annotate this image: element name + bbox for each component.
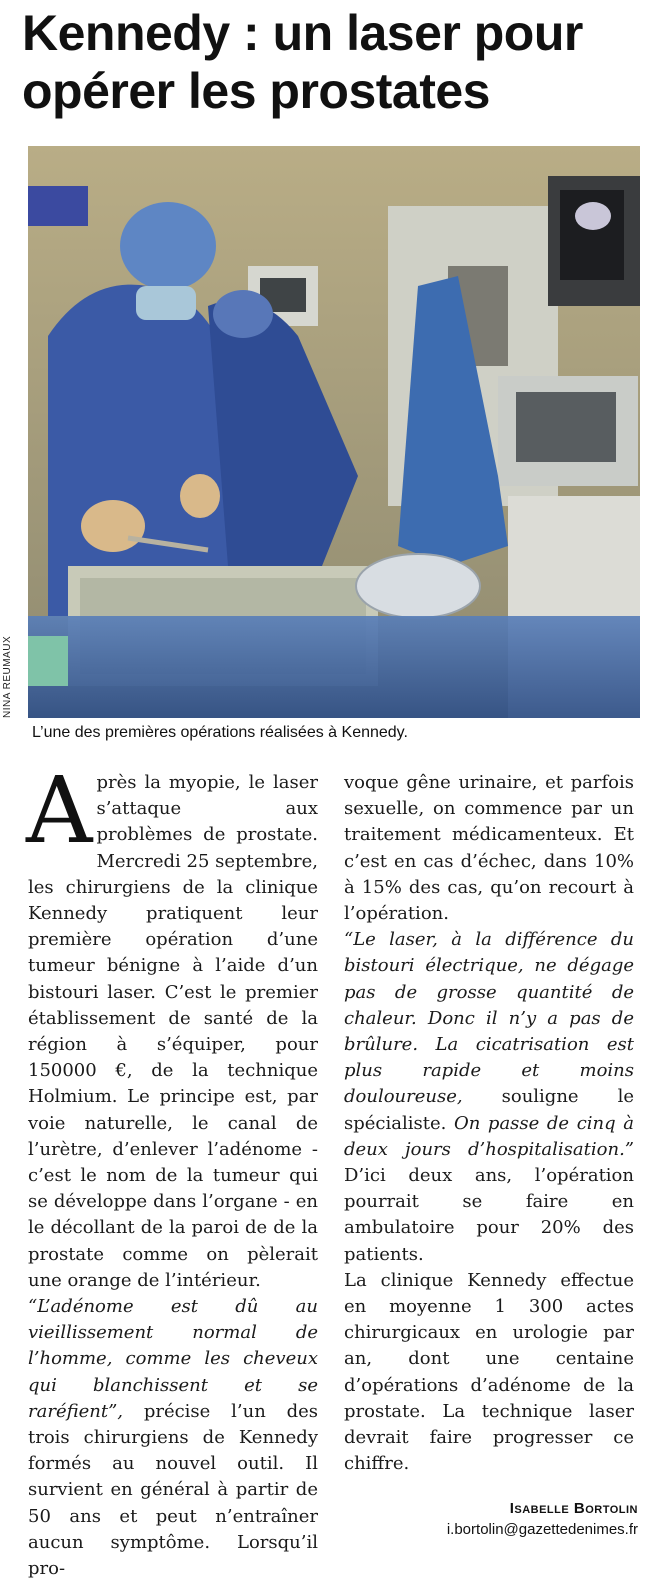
photo-caption: L’une des premières opérations réalisées à Kennedy. [32,724,408,741]
quote-2b: On passe de cinq à deux jours d’hospitalisation.” [344,1112,634,1160]
paragraph-4-mid: souligne le spécialiste. [344,1086,634,1134]
article-column-2 [344,770,634,1477]
quote-2a: “Le laser, à la différence du bistouri électrique, ne dégage pas de grosse quantité de chaleur. Donc il n’y a pas de brûlure. La cicatrisation est plus rapide et moins douloureuse, [344,929,634,1108]
paragraph-4-rest: D’ici deux ans, l’opération pourrait se faire en ambulatoire pour 20% des patients. [344,1165,634,1265]
article-column-1 [26,757,318,1582]
author-email[interactable]: i.bortolin@gazettedenimes.fr [446,1521,638,1538]
paragraph-2 [28,1294,318,1582]
photo-credit: NINA REUMAUX [2,635,13,718]
paragraph-1 [26,757,318,1294]
headline: Kennedy : un laser pour opérer les prostates [22,5,583,119]
paragraph-3: voque gêne urinaire, et parfois sexuelle, on commence par un traitement médicamenteux. Et c’est en cas d’échec, dans 10% à 15% des cas, qu’on recourt à l’opération. [344,772,634,925]
paragraph-1-text: près la myopie, le laser s’attaque aux problèmes de prostate. Mercredi 25 septembre, les chirurgiens de la clinique Kennedy pratiquent leur première opération d’une tumeur bénigne à l’aide d’un bistouri laser. C’est le premier établissement de santé de la région à s’équiper, pour 150000 €, de la technique Holmium. Le principe est, par voie naturelle, le canal de l’urètre, d’enlever l’adénome - c’est le nom de la tumeur qui se développe dans l’organe - en le décollant de la paroi de de la prostate comme on pèlerait une orange de l’intérieur. [28,772,318,1291]
operating-room-illustration [28,146,640,718]
quote-1: “L’adénome est dû au vieillissement normal de l’homme, comme les cheveux qui blanchissent et se raréfient”, [28,1296,318,1422]
paragraph-5: La clinique Kennedy effectue en moyenne 1 300 actes chirurgicaux en urologie par an, dont une centaine d’opérations d’adénome de la prostate. La technique laser devrait faire progresser ce chiffre. [344,1269,634,1475]
drop-cap: A [26,757,93,864]
surgery-photo [28,146,640,718]
paragraph-4 [344,927,634,1268]
author-name: Isabelle Bortolin [509,1500,638,1517]
paragraph-2-text: précise l’un des trois chirurgiens de Kennedy formés au nouvel outil. Il survient en général à partir de 50 ans et peut n’entraîner aucun symptôme. Lorsqu’il pro- [28,1400,318,1580]
byline [447,1500,638,1538]
